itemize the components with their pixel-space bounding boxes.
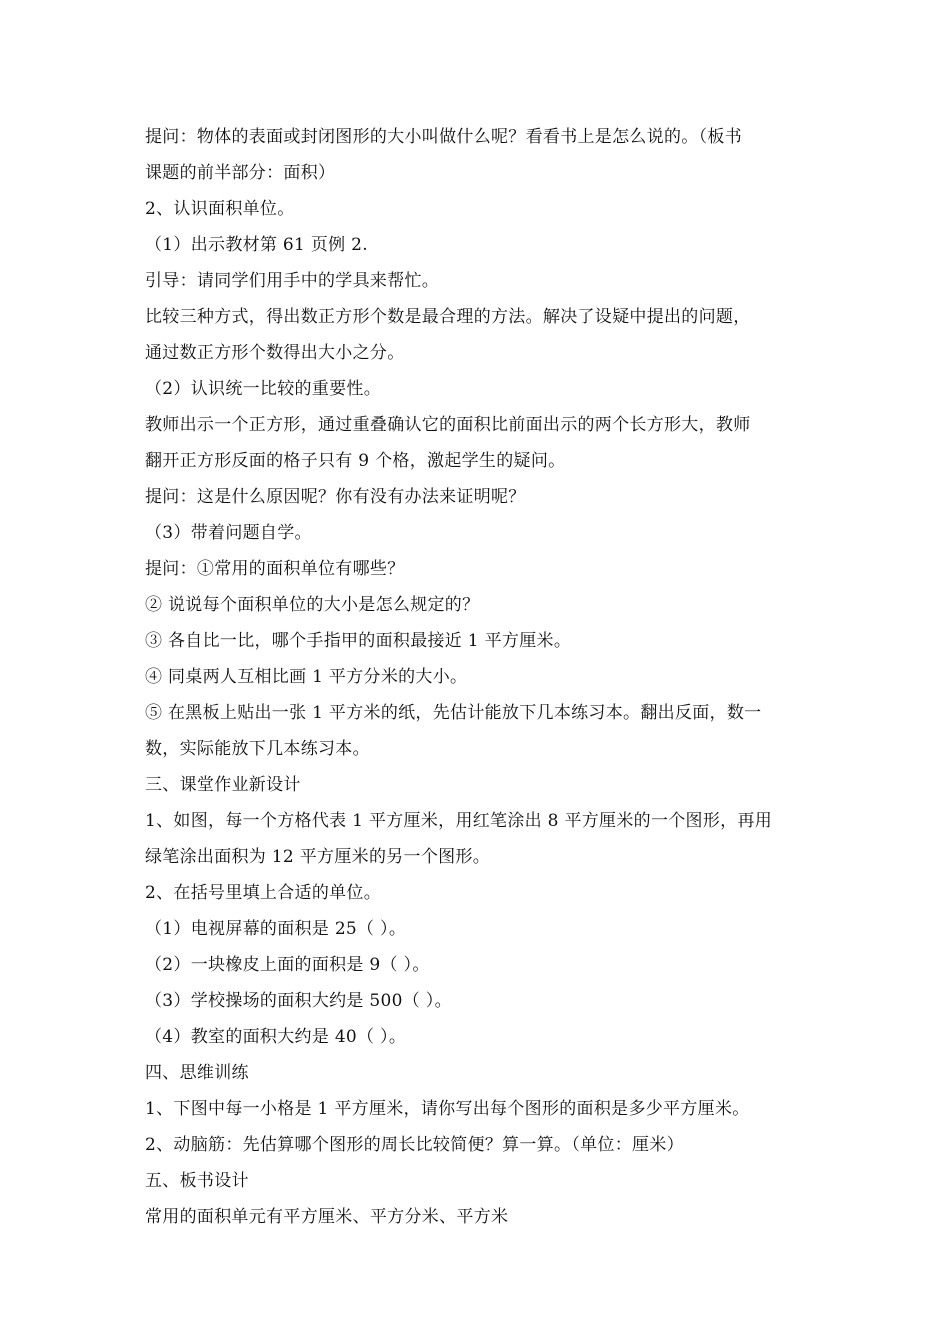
text-line: 课题的前半部分：面积）: [145, 163, 336, 183]
text-line: 提问：物体的表面或封闭图形的大小叫做什么呢？看看书上是怎么说的。（板书: [145, 127, 742, 147]
section-heading: 四、思维训练: [145, 1063, 249, 1083]
section-heading: 2、认识面积单位。: [145, 199, 295, 219]
text-line: （4）教室的面积大约是 40（ ）。: [145, 1027, 407, 1047]
text-line: 比较三种方式，得出数正方形个数是最合理的方法。解决了设疑中提出的问题，: [145, 307, 751, 327]
text-line: 1、下图中每一小格是 1 平方厘米，请你写出每个图形的面积是多少平方厘米。: [145, 1099, 750, 1119]
text-line: 引导：请同学们用手中的学具来帮忙。: [145, 271, 440, 291]
text-line: （3）学校操场的面积大约是 500（ ）。: [145, 991, 452, 1011]
text-line: 数，实际能放下几本练习本。: [145, 739, 370, 759]
text-line: 教师出示一个正方形，通过重叠确认它的面积比前面出示的两个长方形大，教师: [145, 415, 751, 435]
text-line: （1）出示教材第 61 页例 2.: [145, 235, 368, 255]
text-line: 翻开正方形反面的格子只有 9 个格，激起学生的疑问。: [145, 451, 566, 471]
section-heading: 五、板书设计: [145, 1171, 249, 1191]
text-line: 常用的面积单元有平方厘米、平方分米、平方米: [145, 1207, 509, 1227]
text-line: （3）带着问题自学。: [145, 523, 312, 543]
text-line: （2）认识统一比较的重要性。: [145, 379, 382, 399]
text-line: 提问：这是什么原因呢？你有没有办法来证明呢？: [145, 487, 526, 507]
text-line: （2）一块橡皮上面的面积是 9（ ）。: [145, 955, 430, 975]
text-line: ④ 同桌两人互相比画 1 平方分米的大小。: [145, 667, 468, 687]
text-line: 2、在括号里填上合适的单位。: [145, 883, 382, 903]
text-line: 绿笔涂出面积为 12 平方厘米的另一个图形。: [145, 847, 491, 867]
text-line: 通过数正方形个数得出大小之分。: [145, 343, 405, 363]
text-line: 提问：①常用的面积单位有哪些？: [145, 559, 405, 579]
section-heading: 三、课堂作业新设计: [145, 775, 301, 795]
text-line: ② 说说每个面积单位的大小是怎么规定的？: [145, 595, 480, 615]
document-page: [145, 119, 825, 1235]
text-line: （1）电视屏幕的面积是 25（ ）。: [145, 919, 407, 939]
text-line: ⑤ 在黑板上贴出一张 1 平方米的纸，先估计能放下几本练习本。翻出反面，数一: [145, 703, 762, 723]
text-line: 1、如图，每一个方格代表 1 平方厘米，用红笔涂出 8 平方厘米的一个图形，再用: [145, 811, 773, 831]
text-line: 2、动脑筋：先估算哪个图形的周长比较简便？算一算。（单位：厘米）: [145, 1135, 684, 1155]
text-line: ③ 各自比一比，哪个手指甲的面积最接近 1 平方厘米。: [145, 631, 572, 651]
